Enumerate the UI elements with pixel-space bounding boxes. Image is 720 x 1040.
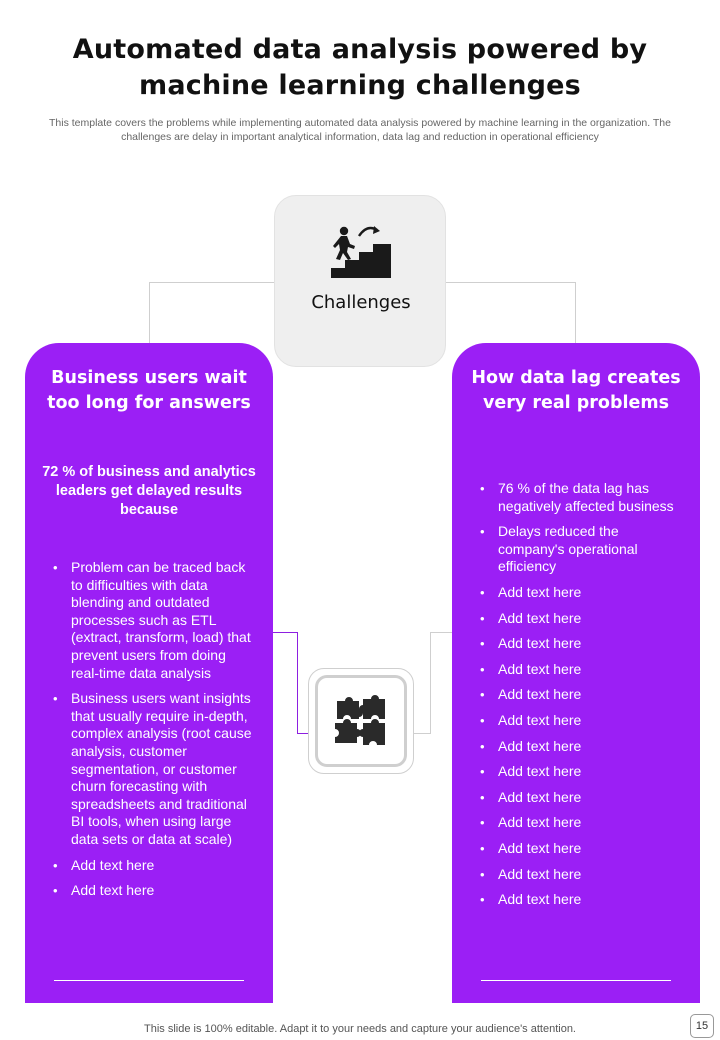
list-item: • Add text here bbox=[479, 661, 687, 679]
connector-mid-left-vertical bbox=[297, 632, 298, 734]
list-item: • Add text here bbox=[479, 789, 687, 807]
climbing-steps-icon bbox=[329, 222, 393, 280]
connector-top-right-horizontal bbox=[446, 282, 576, 283]
list-item: • Add text here bbox=[479, 584, 687, 602]
left-panel bbox=[25, 343, 273, 1003]
right-panel-title: How data lag creates very real problems bbox=[471, 368, 681, 413]
list-item: • Delays reduced the company's operational efficiency bbox=[479, 523, 687, 576]
puzzle-icon-frame bbox=[308, 668, 414, 774]
page-subtitle: This template covers the problems while implementing automated data analysis powered by machine learning in the organization. The challenges are delay in important analytical information, data lag and reduction in operational efficiency bbox=[49, 117, 671, 143]
left-panel-title: Business users wait too long for answers bbox=[47, 368, 251, 413]
footer-note: This slide is 100% editable. Adapt it to your needs and capture your audience's attention. bbox=[144, 1023, 576, 1035]
list-item: • Add text here bbox=[52, 857, 257, 875]
connector-top-left-vertical bbox=[149, 282, 150, 343]
challenges-card bbox=[274, 195, 446, 367]
list-item: • Add text here bbox=[479, 610, 687, 628]
page-number: 15 bbox=[690, 1014, 714, 1038]
list-item: • Add text here bbox=[479, 840, 687, 858]
list-item: • Add text here bbox=[479, 763, 687, 781]
puzzle-icon-box bbox=[315, 675, 407, 767]
list-item: • 76 % of the data lag has negatively affected business bbox=[479, 480, 687, 515]
list-item: • Business users want insights that usually require in-depth, complex analysis (root cause analysis, customer segmentation, or customer churn forecasting with spreadsheets and traditional BI tools, when using large data sets or data at scale) bbox=[52, 690, 257, 848]
connector-mid-right-horizontal bbox=[430, 632, 452, 633]
list-item: • Add text here bbox=[479, 635, 687, 653]
right-panel-divider bbox=[481, 980, 671, 981]
list-item: • Add text here bbox=[479, 686, 687, 704]
list-item: • Problem can be traced back to difficulties with data blending and outdated processes such as ETL (extract, transform, load) that prevent users from doing real-time data analysis bbox=[52, 559, 257, 682]
left-panel-subtitle: 72 % of business and analytics leaders get delayed results because bbox=[42, 464, 256, 518]
left-panel-divider bbox=[54, 980, 244, 981]
connector-mid-left-horizontal bbox=[273, 632, 297, 633]
connector-top-right-vertical bbox=[575, 282, 576, 343]
connector-top-left-horizontal bbox=[149, 282, 274, 283]
list-item: • Add text here bbox=[52, 882, 257, 900]
connector-mid-right-stub bbox=[414, 733, 431, 734]
right-bullet-list bbox=[479, 480, 687, 909]
list-item: • Add text here bbox=[479, 712, 687, 730]
list-item: • Add text here bbox=[479, 738, 687, 756]
left-bullet-list bbox=[52, 559, 257, 900]
list-item: • Add text here bbox=[479, 814, 687, 832]
connector-mid-right-vertical bbox=[430, 632, 431, 734]
list-item: • Add text here bbox=[479, 891, 687, 909]
puzzle-pieces-icon bbox=[333, 693, 389, 749]
right-panel bbox=[452, 343, 700, 1003]
list-item: • Add text here bbox=[479, 866, 687, 884]
challenges-label: Challenges bbox=[311, 292, 411, 313]
page-title: Automated data analysis powered by machine learning challenges bbox=[72, 34, 648, 101]
